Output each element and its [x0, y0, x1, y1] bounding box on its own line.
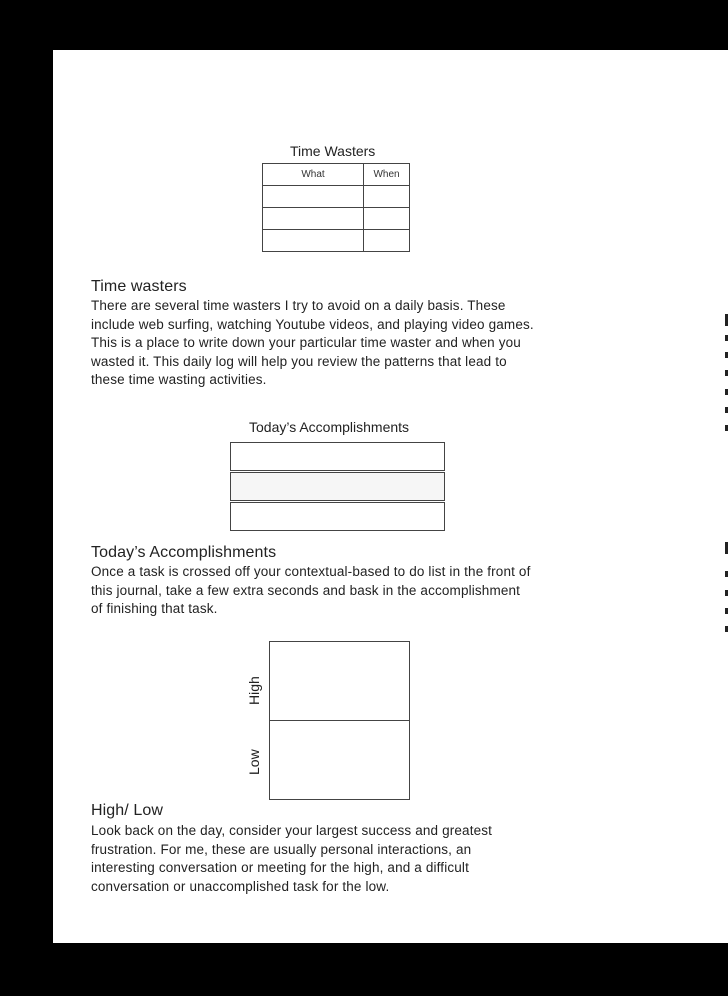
table-cell: [364, 230, 410, 252]
column-header-what: What: [263, 164, 364, 186]
paragraph-line: This is a place to write down your particular time waster and when you: [91, 335, 521, 351]
time-wasters-table-title: Time Wasters: [290, 143, 376, 159]
paragraph-line: There are several time wasters I try to avoid on a daily basis. These: [91, 298, 506, 313]
paragraph-line: include web surfing, watching Youtube videos, and playing video games.: [91, 316, 534, 332]
paragraph-line: frustration. For me, these are usually personal interactions, an: [91, 841, 472, 857]
paragraph-line: Once a task is crossed off your contextual-based to do list in the front of: [91, 564, 531, 579]
table-cell: [263, 230, 364, 252]
table-row: [263, 230, 410, 252]
paragraph-line: conversation or unaccomplished task for the low.: [91, 878, 390, 894]
table-cell: [263, 186, 364, 208]
accomplishment-line-box: [230, 502, 445, 531]
time-wasters-body: [91, 297, 651, 390]
paragraph-line: this journal, take a few extra seconds and bask in the accomplishment: [91, 582, 521, 598]
high-low-body: [91, 822, 651, 896]
journal-page: [53, 50, 728, 943]
low-label: Low: [246, 749, 262, 775]
time-wasters-table: [262, 163, 410, 252]
paragraph-line: Look back on the day, consider your largest success and greatest: [91, 823, 493, 838]
accomplishments-box-title: Today’s Accomplishments: [249, 419, 410, 435]
high-low-heading: High/ Low: [91, 802, 164, 819]
paragraph-line: of finishing that task.: [91, 601, 218, 617]
table-cell: [263, 208, 364, 230]
accomplishment-line-box: [230, 472, 445, 501]
table-row: [263, 186, 410, 208]
paragraph-line: these time wasting activities.: [91, 372, 267, 388]
table-row: [263, 208, 410, 230]
accomplishments-heading: Today’s Accomplishments: [91, 544, 277, 561]
column-header-when: When: [364, 164, 410, 186]
table-cell: [364, 186, 410, 208]
table-header-row: [263, 164, 410, 186]
table-cell: [364, 208, 410, 230]
accomplishment-line-box: [230, 442, 445, 471]
paragraph-line: interesting conversation or meeting for the high, and a difficult: [91, 860, 469, 876]
low-box: [269, 720, 410, 800]
paragraph-line: wasted it. This daily log will help you review the patterns that lead to: [91, 353, 507, 369]
accomplishments-body: [91, 563, 651, 619]
high-label: High: [246, 676, 262, 705]
time-wasters-heading: Time wasters: [91, 278, 187, 295]
high-box: [269, 641, 410, 721]
